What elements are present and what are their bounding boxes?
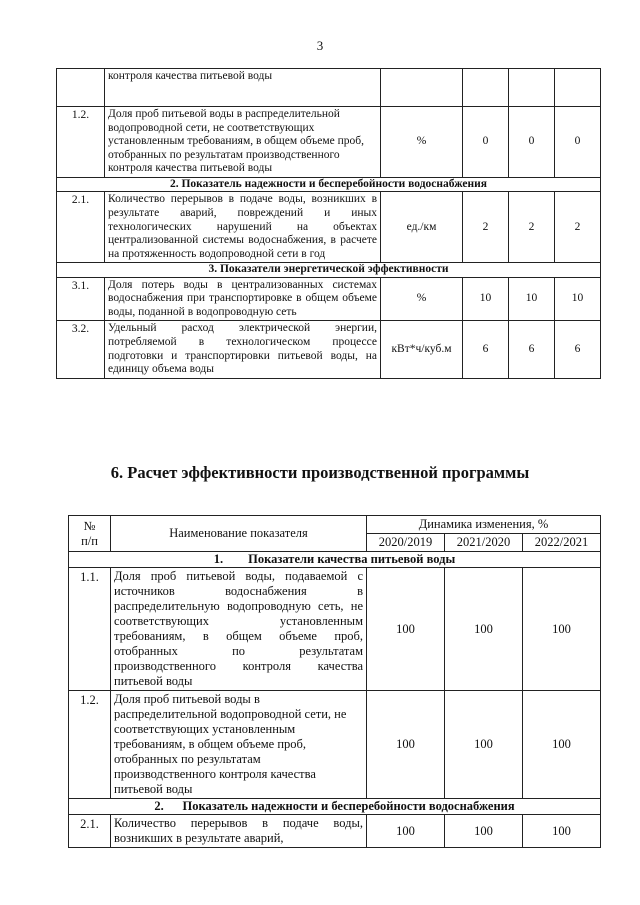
- section-title: 2. Показатель надежности и бесперебойности водоснабжения: [57, 177, 601, 192]
- value-cell: [555, 69, 601, 107]
- section-row: [69, 552, 601, 568]
- value-cell: 0: [509, 107, 555, 178]
- row-number: 2.1.: [69, 815, 111, 848]
- value-cell: 10: [555, 277, 601, 321]
- value-cell: 100: [523, 568, 601, 691]
- table-row: [57, 192, 601, 263]
- value-cell: 0: [463, 107, 509, 178]
- unit-cell: [381, 69, 463, 107]
- value-cell: 2: [463, 192, 509, 263]
- section-title: 2. Показатель надежности и бесперебойности водоснабжения: [69, 799, 601, 815]
- indicator-name: Доля потерь воды в централизованных системах водоснабжения при транспортировке в общем объеме воды, поданной в водопроводную сеть: [105, 277, 381, 321]
- efficiency-table: [68, 515, 601, 848]
- value-cell: 100: [445, 691, 523, 799]
- row-number: 2.1.: [57, 192, 105, 263]
- section-row: [57, 177, 601, 192]
- name-header: Наименование показателя: [111, 516, 367, 552]
- value-cell: 6: [509, 321, 555, 378]
- section-title: 3. Показатели энергетической эффективности: [57, 263, 601, 278]
- table-row: [57, 321, 601, 378]
- table-row: [57, 107, 601, 178]
- value-cell: 100: [445, 568, 523, 691]
- unit-cell: %: [381, 277, 463, 321]
- value-cell: 100: [367, 815, 445, 848]
- num-header: [69, 516, 111, 552]
- indicator-name: Количество перерывов в подаче воды, возникших в результате аварий, повреждений и иных технологических нарушений на объектах централизованной системы водоснабжения, в расчете на протяженность водопроводной сети в год: [105, 192, 381, 263]
- row-number: 3.2.: [57, 321, 105, 378]
- section-title: 1. Показатели качества питьевой воды: [69, 552, 601, 568]
- year-header: 2021/2020: [445, 534, 523, 552]
- row-number: 1.2.: [57, 107, 105, 178]
- indicator-name: контроля качества питьевой воды: [105, 69, 381, 107]
- section-heading: 6. Расчет эффективности производственной программы: [110, 463, 530, 482]
- header-row: [69, 516, 601, 534]
- row-number: 1.1.: [69, 568, 111, 691]
- table-row: [69, 815, 601, 848]
- value-cell: 100: [445, 815, 523, 848]
- table-row: [69, 568, 601, 691]
- value-cell: 6: [555, 321, 601, 378]
- value-cell: 2: [555, 192, 601, 263]
- num-header-line2: п/п: [81, 533, 98, 548]
- value-cell: 0: [555, 107, 601, 178]
- num-header-line1: №: [83, 518, 96, 533]
- indicator-name: Количество перерывов в подаче воды, возникших в результате аварий,: [111, 815, 367, 848]
- value-cell: 100: [367, 568, 445, 691]
- page-number: 3: [316, 38, 324, 53]
- year-header: 2022/2021: [523, 534, 601, 552]
- section-row: [57, 263, 601, 278]
- value-cell: 100: [367, 691, 445, 799]
- unit-cell: кВт*ч/куб.м: [381, 321, 463, 378]
- unit-cell: ед./км: [381, 192, 463, 263]
- indicator-name: Доля проб питьевой воды, подаваемой с источников водоснабжения в распределительную водопроводную сеть, не соответствующих установленным требованиям, в общем объеме проб, отобранных по результатам производственного контроля качества питьевой воды: [111, 568, 367, 691]
- value-cell: [463, 69, 509, 107]
- year-header: 2020/2019: [367, 534, 445, 552]
- value-cell: 2: [509, 192, 555, 263]
- value-cell: 10: [509, 277, 555, 321]
- row-number: 1.2.: [69, 691, 111, 799]
- unit-cell: %: [381, 107, 463, 178]
- indicators-table: [56, 68, 601, 379]
- table-row: [69, 691, 601, 799]
- indicator-name: Удельный расход электрической энергии, потребляемой в технологическом процессе подготовки и транспортировки питьевой воды, на единицу объема воды: [105, 321, 381, 378]
- row-number: 3.1.: [57, 277, 105, 321]
- table-row: [57, 69, 601, 107]
- value-cell: 6: [463, 321, 509, 378]
- value-cell: 100: [523, 691, 601, 799]
- indicator-name: Доля проб питьевой воды в распределительной водопроводной сети, не соответствующих установленным требованиям, в общем объеме проб, отобранных по результатам производственного контроля качества питьевой воды: [111, 691, 367, 799]
- value-cell: 100: [523, 815, 601, 848]
- section-row: [69, 799, 601, 815]
- row-number: [57, 69, 105, 107]
- indicator-name: Доля проб питьевой воды в распределительной водопроводной сети, не соответствующих установленным требованиям, в общем объеме проб, отобранных по результатам производственного контроля качества питьевой воды: [105, 107, 381, 178]
- dynamics-header: Динамика изменения, %: [367, 516, 601, 534]
- value-cell: 10: [463, 277, 509, 321]
- table-row: [57, 277, 601, 321]
- value-cell: [509, 69, 555, 107]
